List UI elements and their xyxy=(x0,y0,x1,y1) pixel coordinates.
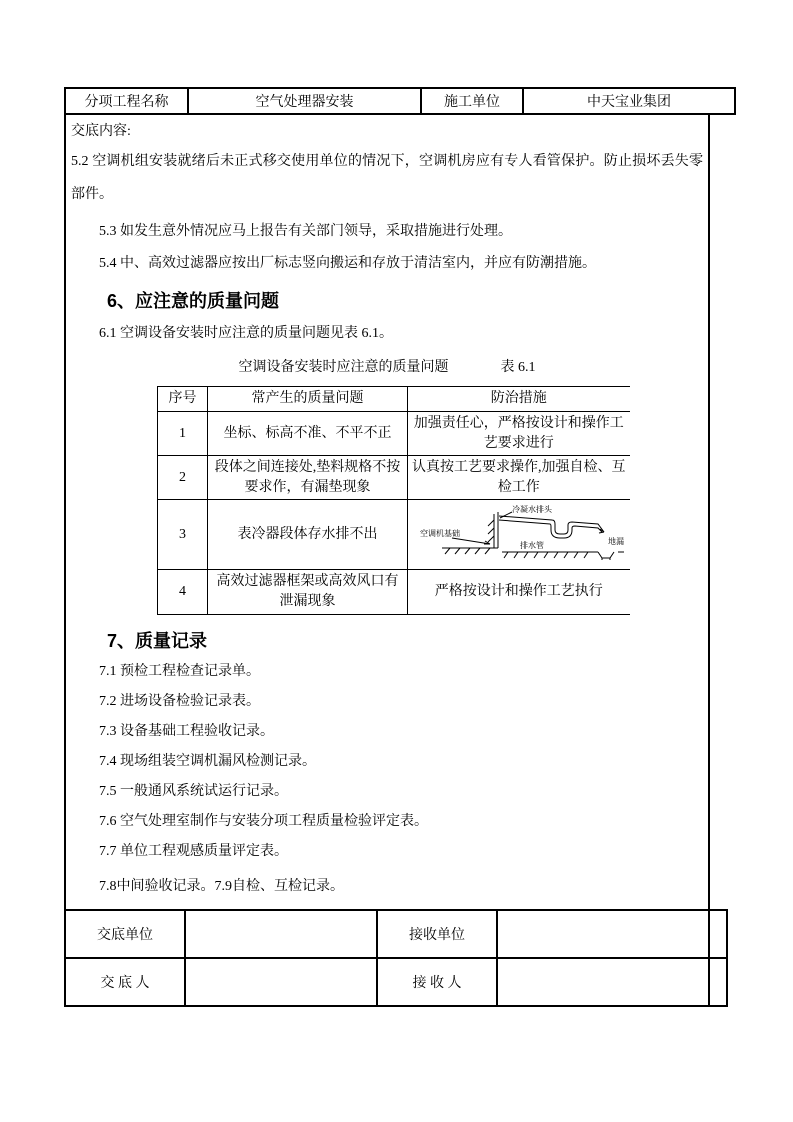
record-item-7-8: 7.8中间验收记录。7.9自检、互检记录。 xyxy=(99,879,344,894)
table-6-1-ref: 表 6.1 xyxy=(500,360,536,375)
header-row xyxy=(65,88,735,114)
receive-person-value-cell[interactable] xyxy=(497,958,727,1006)
jiaodi-unit-value-cell[interactable] xyxy=(185,910,377,958)
col-header-measure: 防治措施 xyxy=(408,387,630,412)
row-1-no: 1 xyxy=(158,412,208,456)
drain-detail-diagram xyxy=(412,502,626,560)
record-item-7-6: 7.6 空气处理室制作与安装分项工程质量检验评定表。 xyxy=(99,814,428,829)
content-inner xyxy=(66,115,708,898)
receive-unit-label: 接收单位 xyxy=(377,910,497,958)
row-3-measure-diagram xyxy=(408,500,630,570)
signature-table xyxy=(64,909,728,1007)
section-6-heading: 6、应注意的质量问题 xyxy=(107,291,280,311)
row-2-problem: 段体之间连接处,垫料规格不按要求作，有漏垫现象 xyxy=(208,456,408,500)
quality-records-list xyxy=(71,661,703,898)
col-header-problem: 常产生的质量问题 xyxy=(208,387,408,412)
paragraph-5-2: 5.2 空调机组安装就绪后未正式移交使用单位的情况下，空调机房应有专人看管保护。防止损坏丢失零部件。 xyxy=(71,154,703,202)
row-2-no: 2 xyxy=(158,456,208,500)
signature-person-row xyxy=(65,958,727,1006)
record-item-7-4: 7.4 现场组装空调机漏风检测记录。 xyxy=(99,754,316,769)
jiaodi-content-label: 交底内容: xyxy=(71,124,131,139)
table-row xyxy=(158,500,630,570)
table-6-1-title: 空调设备安装时应注意的质量问题 xyxy=(238,360,449,375)
content-box xyxy=(64,115,710,1007)
record-item-7-1: 7.1 预检工程检查记录单。 xyxy=(99,664,260,679)
section-7-heading: 7、质量记录 xyxy=(107,631,208,651)
construction-unit-value: 中天宝业集团 xyxy=(523,88,735,114)
record-item-7-5: 7.5 一般通风系统试运行记录。 xyxy=(99,784,288,799)
record-item-7-7: 7.7 单位工程观感质量评定表。 xyxy=(99,844,288,859)
table-row xyxy=(158,456,630,500)
row-4-no: 4 xyxy=(158,570,208,615)
row-4-problem: 高效过滤器框架或高效风口有泄漏现象 xyxy=(208,570,408,615)
project-name-value: 空气处理器安装 xyxy=(188,88,421,114)
paragraph-5-4: 5.4 中、高效过滤器应按出厂标志竖向搬运和存放于清洁室内，并应有防潮措施。 xyxy=(99,256,596,271)
table-6-1-caption xyxy=(71,357,703,379)
row-3-no: 3 xyxy=(158,500,208,570)
jiaodi-person-value-cell[interactable] xyxy=(185,958,377,1006)
quality-table-header-row xyxy=(158,387,630,412)
paragraph-6-1: 6.1 空调设备安装时应注意的质量问题见表 6.1。 xyxy=(99,326,393,341)
signature-unit-row xyxy=(65,910,727,958)
document-body xyxy=(64,87,710,1007)
construction-unit-label: 施工单位 xyxy=(421,88,523,114)
row-4-measure: 严格按设计和操作工艺执行 xyxy=(408,570,630,615)
table-row xyxy=(158,570,630,615)
quality-problems-table xyxy=(157,386,630,615)
header-table xyxy=(64,87,736,115)
diagram-label-condensate: 冷凝水排头 xyxy=(511,505,552,514)
diagram-label-foundation: 空调机基础 xyxy=(419,529,460,538)
diagram-label-drain-pipe: 排水管 xyxy=(519,541,544,550)
receive-unit-value-cell[interactable] xyxy=(497,910,727,958)
table-row xyxy=(158,412,630,456)
row-3-problem: 表冷器段体存水排不出 xyxy=(208,500,408,570)
row-1-problem: 坐标、标高不准、不平不正 xyxy=(208,412,408,456)
row-2-measure: 认真按工艺要求操作,加强自检、互检工作 xyxy=(408,456,630,500)
record-item-7-3: 7.3 设备基础工程验收记录。 xyxy=(99,724,274,739)
project-name-label: 分项工程名称 xyxy=(65,88,188,114)
jiaodi-person-label: 交 底 人 xyxy=(65,958,185,1006)
row-1-measure: 加强责任心，严格按设计和操作工艺要求进行 xyxy=(408,412,630,456)
record-item-7-2: 7.2 进场设备检验记录表。 xyxy=(99,694,260,709)
diagram-label-floor-drain: 地漏 xyxy=(607,537,624,546)
col-header-no: 序号 xyxy=(158,387,208,412)
receive-person-label: 接 收 人 xyxy=(377,958,497,1006)
paragraph-5-3: 5.3 如发生意外情况应马上报告有关部门领导，采取措施进行处理。 xyxy=(99,224,512,239)
jiaodi-unit-label: 交底单位 xyxy=(65,910,185,958)
